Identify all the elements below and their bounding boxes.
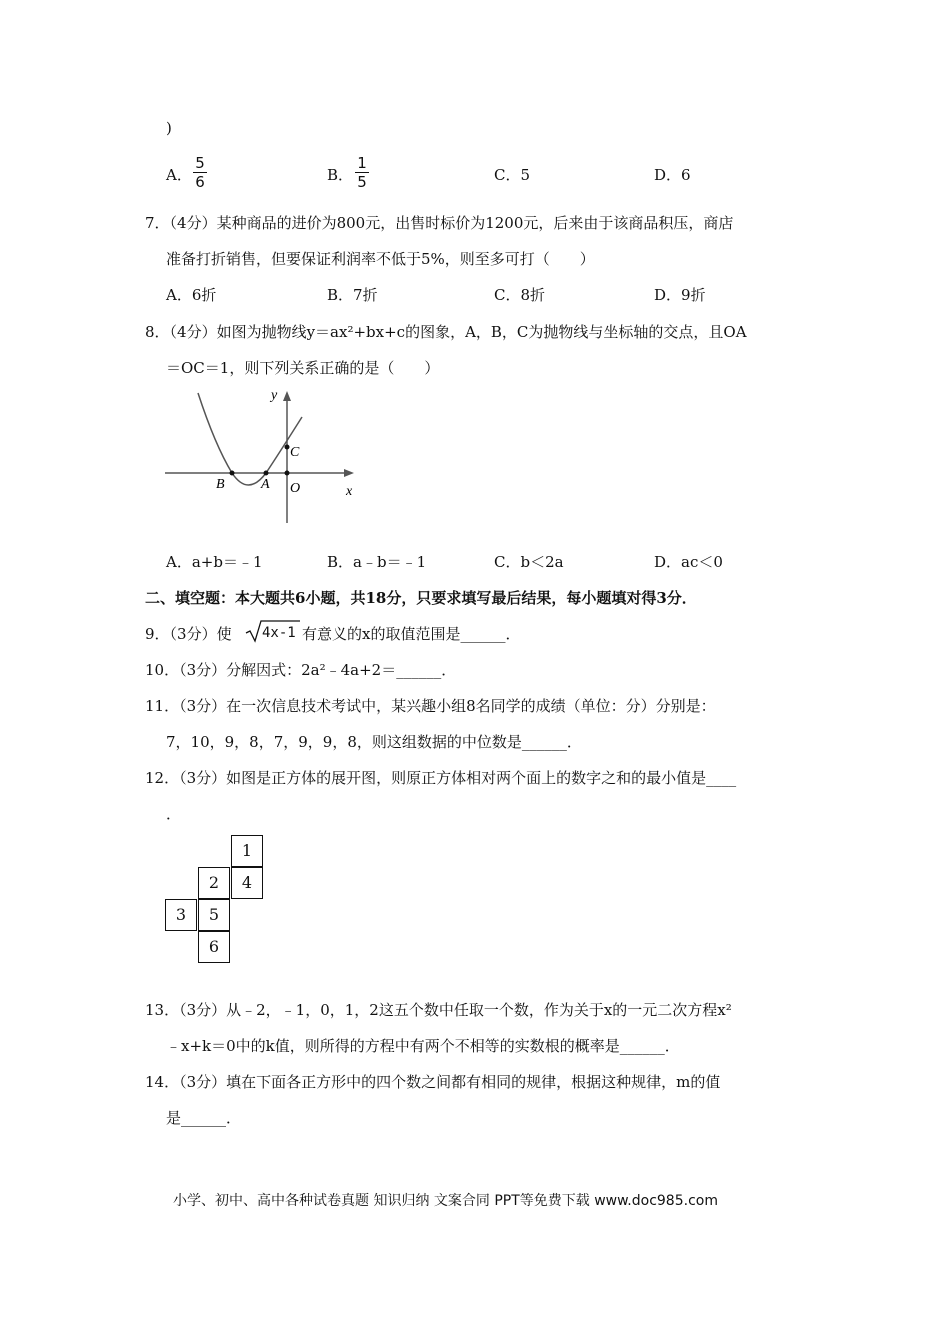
cube-net-cell: 6 <box>198 931 230 963</box>
q9-pre: 9．（3分）使 <box>145 625 232 643</box>
q8-option-b: B．a﹣b＝﹣1 <box>327 553 427 571</box>
q9-post: 有意义的x的取值范围是______． <box>302 625 521 643</box>
q14-line1: 14．（3分）填在下面各正方形中的四个数之间都有相同的规律，根据这种规律，m的值 <box>145 1073 721 1091</box>
q8-option-c: C．b＜2a <box>494 553 564 571</box>
y-axis-arrow <box>283 391 291 401</box>
q6-option-b-label: B． <box>327 166 354 184</box>
q6-option-d: D．6 <box>654 166 691 184</box>
q7-option-c: C．8折 <box>494 286 546 304</box>
point-a <box>264 471 269 476</box>
label-a: A <box>261 477 270 492</box>
q7-option-b: B．7折 <box>327 286 378 304</box>
q7-line2: 准备打折销售，但要保证利润率不低于5%，则至多可打（ ） <box>166 250 595 268</box>
q10-line: 10．（3分）分解因式：2a²﹣4a+2＝______． <box>145 661 457 679</box>
cube-net-cell: 1 <box>231 835 263 867</box>
cube-net-cell: 3 <box>165 899 197 931</box>
section-2-heading: 二、填空题：本大题共6小题，共18分，只要求填写最后结果，每小题填对得3分． <box>145 589 697 607</box>
cube-net-cell: 4 <box>231 867 263 899</box>
q6-option-b-numerator: 1 <box>357 154 367 172</box>
point-o <box>285 471 290 476</box>
q12-line2: ． <box>166 805 182 823</box>
label-x: x <box>346 484 353 499</box>
q8-option-d: D．ac＜0 <box>654 553 723 571</box>
label-b: B <box>216 477 225 492</box>
label-c: C <box>290 445 300 460</box>
q14-line2: 是______． <box>166 1109 242 1127</box>
q6-option-c: C．5 <box>494 166 531 184</box>
cube-net-cell: 5 <box>198 899 230 931</box>
q13-line2: ﹣x+k＝0中的k值，则所得的方程中有两个不相等的实数根的概率是______． <box>166 1037 680 1055</box>
label-o: O <box>290 481 301 496</box>
q9-radicand: 4x-1 <box>262 625 296 641</box>
q13-line1: 13．（3分）从﹣2，﹣1，0，1，2这五个数中任取一个数，作为关于x的一元二次方程x² <box>145 1001 732 1019</box>
q6-option-a-denominator: 6 <box>195 173 205 191</box>
q6-option-a-label: A． <box>166 166 192 184</box>
q11-line2: 7，10，9，8，7，9，9，8，则这组数据的中位数是______． <box>166 733 582 751</box>
q7-line1: 7．（4分）某种商品的进价为800元，出售时标价为1200元，后来由于该商品积压，商店 <box>145 214 734 232</box>
q12-line1: 12．（3分）如图是正方体的展开图，则原正方体相对两个面上的数字之和的最小值是____ <box>145 769 737 787</box>
q7-option-a: A．6折 <box>166 286 217 304</box>
q6-option-b-denominator: 5 <box>357 173 367 191</box>
parabola-graph <box>160 385 370 530</box>
label-y: y <box>271 388 278 403</box>
point-b <box>230 471 235 476</box>
q11-line1: 11．（3分）在一次信息技术考试中，某兴趣小组8名同学的成绩（单位：分）分别是： <box>145 697 716 715</box>
q8-option-a: A．a+b＝﹣1 <box>166 553 263 571</box>
cube-net-cell: 2 <box>198 867 230 899</box>
q8-line2: ＝OC＝1，则下列关系正确的是（ ） <box>166 359 440 377</box>
x-axis-arrow <box>344 469 354 477</box>
q6-tail: ) <box>166 119 172 137</box>
point-c <box>285 445 290 450</box>
q6-option-a-numerator: 5 <box>195 154 205 172</box>
q8-line1: 8．（4分）如图为抛物线y＝ax²+bx+c的图象，A，B，C为抛物线与坐标轴的交点，且OA <box>145 323 747 341</box>
q6-option-a-fraction <box>193 155 207 190</box>
q6-option-b-fraction <box>355 155 369 190</box>
q7-option-d: D．9折 <box>654 286 706 304</box>
page-footer: 小学、初中、高中各种试卷真题 知识归纳 文案合同 PPT等免费下载 www.doc985.com <box>173 1193 718 1209</box>
